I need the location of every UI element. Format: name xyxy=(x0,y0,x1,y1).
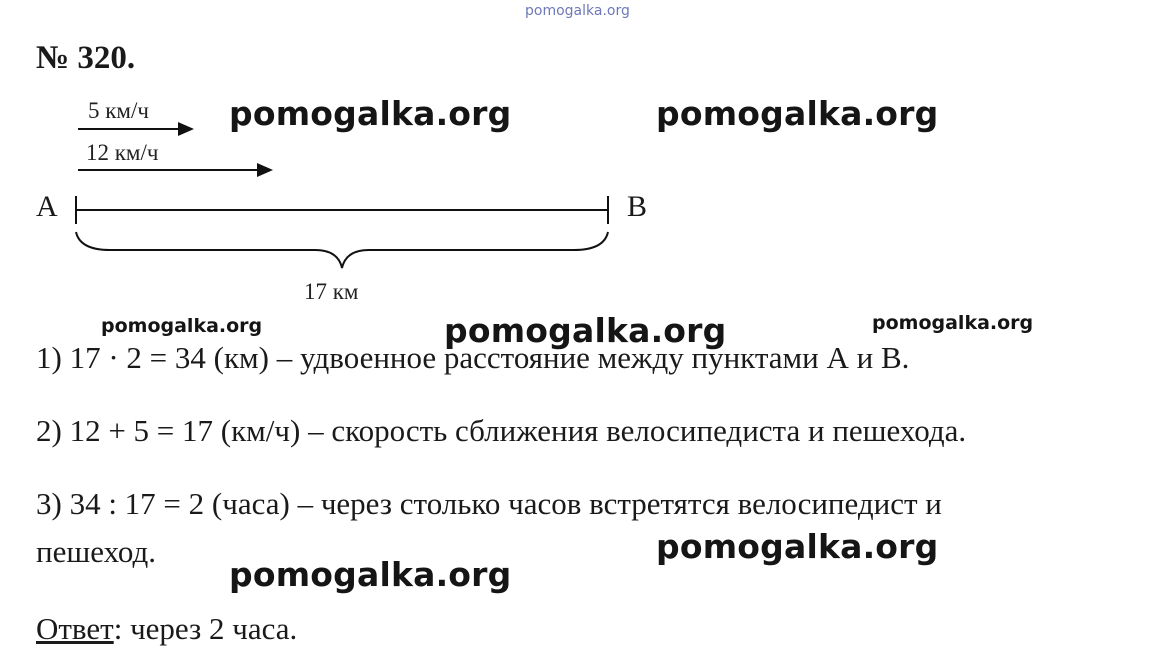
problem-title: № 320. xyxy=(36,40,136,76)
speed-1-label: 5 км/ч xyxy=(88,98,149,123)
solution-step-2: 2) 12 + 5 = 17 (км/ч) – скорость сближения велосипедиста и пешехода. xyxy=(36,413,967,448)
distance-brace xyxy=(76,232,608,268)
solution-step-3-line-2: пешеход. xyxy=(36,534,157,569)
speed-2-label: 12 км/ч xyxy=(86,140,159,165)
top-watermark: pomogalka.org xyxy=(525,3,630,19)
watermark-big: pomogalka.org xyxy=(229,555,512,594)
solution-step-1: 1) 17 · 2 = 34 (км) – удвоенное расстояние между пунктами А и В. xyxy=(36,340,910,375)
watermark-big: pomogalka.org xyxy=(229,94,512,133)
watermark-big: pomogalka.org xyxy=(656,94,939,133)
speed-2-arrow-head xyxy=(257,163,273,177)
answer-line xyxy=(36,611,297,647)
answer-text: : через 2 часа. xyxy=(113,611,298,646)
watermark-big: pomogalka.org xyxy=(444,311,727,350)
answer-label: Ответ xyxy=(36,611,114,646)
distance-label: 17 км xyxy=(304,279,359,304)
solution-step-3-line-1: 3) 34 : 17 = 2 (часа) – через столько часов встретятся велосипедист и xyxy=(36,486,942,521)
watermark-small: pomogalka.org xyxy=(101,315,263,337)
point-b-label: B xyxy=(627,190,648,223)
watermark-big: pomogalka.org xyxy=(656,527,939,566)
watermark-small: pomogalka.org xyxy=(872,312,1034,334)
point-a-label: A xyxy=(36,190,58,223)
speed-1-arrow-head xyxy=(178,122,194,136)
